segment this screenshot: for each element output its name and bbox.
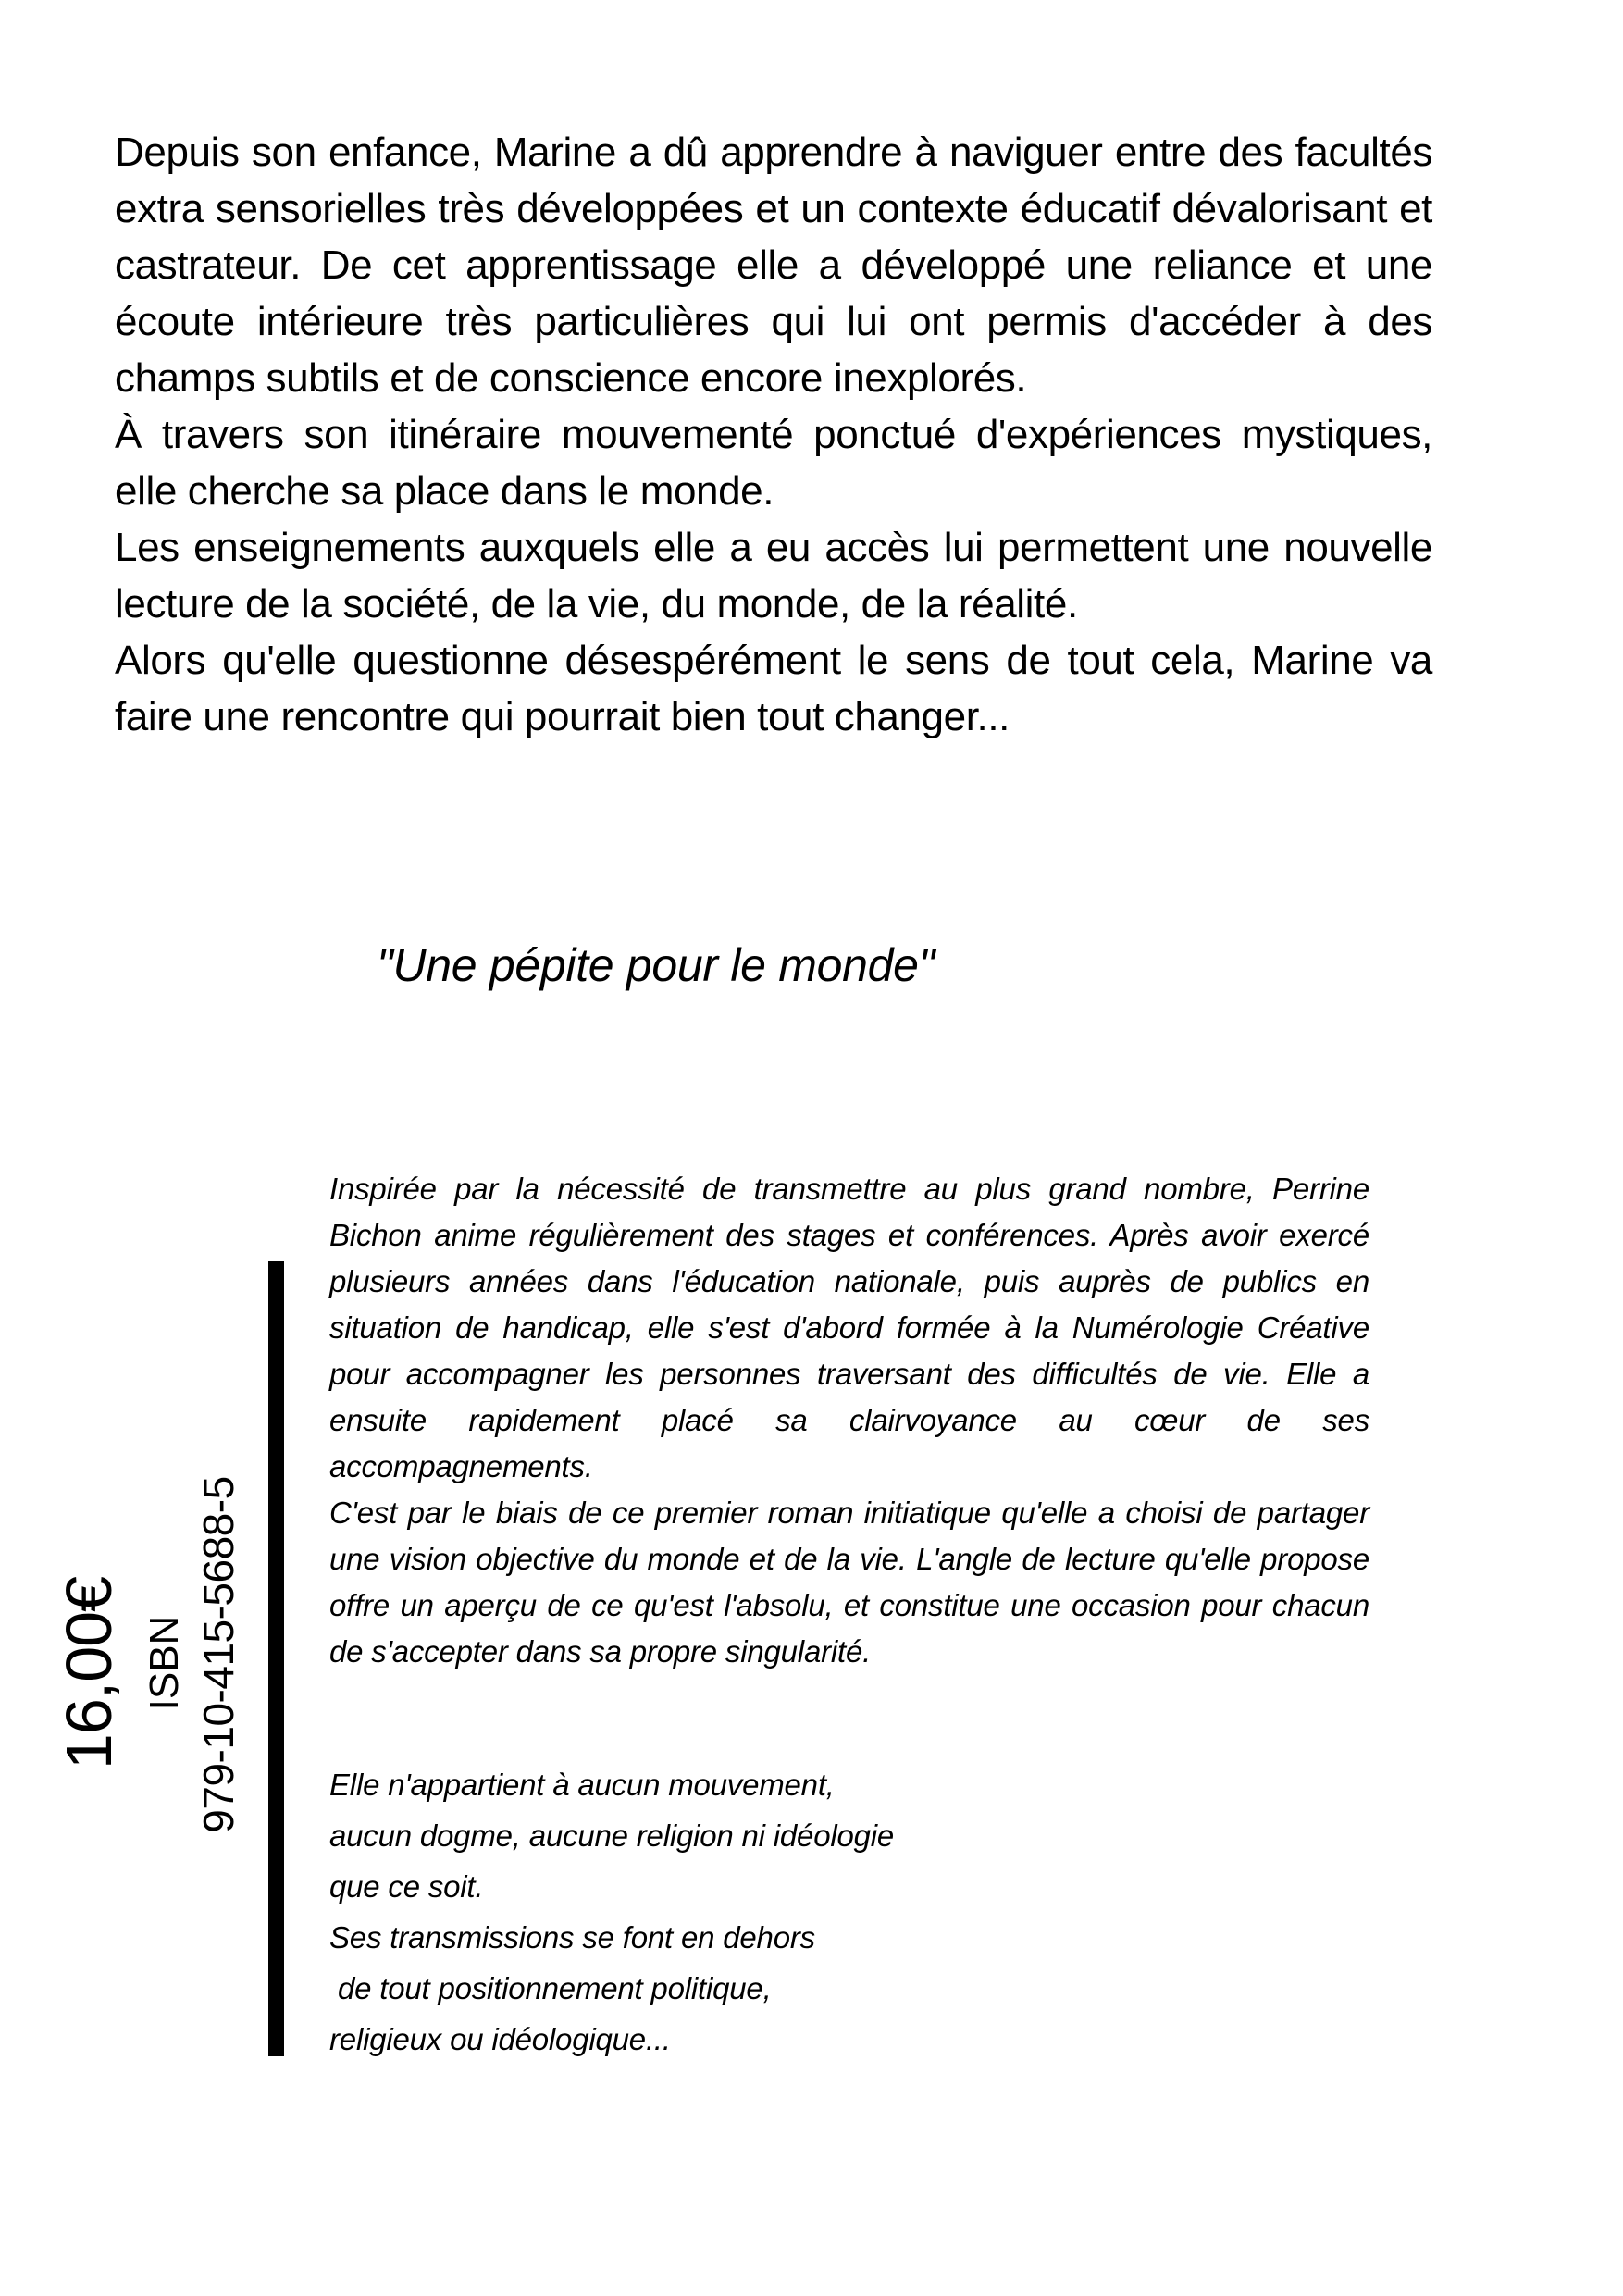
vertical-divider-bar [268, 1261, 284, 2056]
isbn-label: ISBN [142, 1615, 187, 1711]
review-quote: "Une pépite pour le monde" [377, 939, 935, 991]
synopsis-paragraph-4: Alors qu'elle questionne désespérément le sens de tout cela, Marine va faire une rencontre qui pourrait bien tout changer... [115, 638, 1432, 739]
synopsis-paragraph-3: Les enseignements auxquels elle a eu accès lui permettent une nouvelle lecture de la société, de la vie, du monde, de la réalité. [115, 525, 1432, 627]
synopsis-paragraph-2: À travers son itinéraire mouvementé ponctué d'expériences mystiques, elle cherche sa place dans le monde. [115, 412, 1432, 514]
disclaimer-line-4: Ses transmissions se font en dehors [329, 1920, 815, 1955]
author-bio-paragraph-2: C'est par le biais de ce premier roman initiatique qu'elle a choisi de partager une vision objective du monde et de la vie. L'angle de lecture qu'elle propose offre un aperçu de ce qu'est l'absolu, et constitue une occasion pour chacun de s'accepter dans sa propre singularité. [329, 1496, 1369, 1669]
disclaimer-line-5: de tout positionnement politique, [329, 1971, 772, 2005]
disclaimer-block [329, 1759, 894, 2065]
disclaimer-line-6: religieux ou idéologique... [329, 2022, 671, 2056]
author-bio-block [329, 1166, 1369, 1675]
disclaimer-line-2: aucun dogme, aucune religion ni idéologie [329, 1818, 895, 1853]
price-label: 16,00€ [53, 1576, 125, 1770]
isbn-number: 979-10-415-5688-5 [194, 1476, 242, 1833]
synopsis-block [115, 124, 1432, 745]
disclaimer-line-1: Elle n'appartient à aucun mouvement, [329, 1768, 835, 1802]
synopsis-paragraph-1: Depuis son enfance, Marine a dû apprendre à naviguer entre des facultés extra sensorielles très développées et un contexte éducatif dévalorisant et castrateur. De cet apprentissage elle a développé une reliance et une écoute intérieure très particulières qui lui ont permis d'accéder à des champs subtils et de conscience encore inexplorés. [115, 130, 1432, 401]
disclaimer-line-3: que ce soit. [329, 1869, 484, 1904]
author-bio-paragraph-1: Inspirée par la nécessité de transmettre au plus grand nombre, Perrine Bichon anime régulièrement des stages et conférences. Après avoir exercé plusieurs années dans l'éducation nationale, puis auprès de publics en situation de handicap, elle s'est d'abord formée à la Numérologie Créative pour accompagner les personnes traversant des difficultés de vie. Elle a ensuite rapidement placé sa clairvoyance au cœur de ses accompagnements. [329, 1172, 1369, 1483]
